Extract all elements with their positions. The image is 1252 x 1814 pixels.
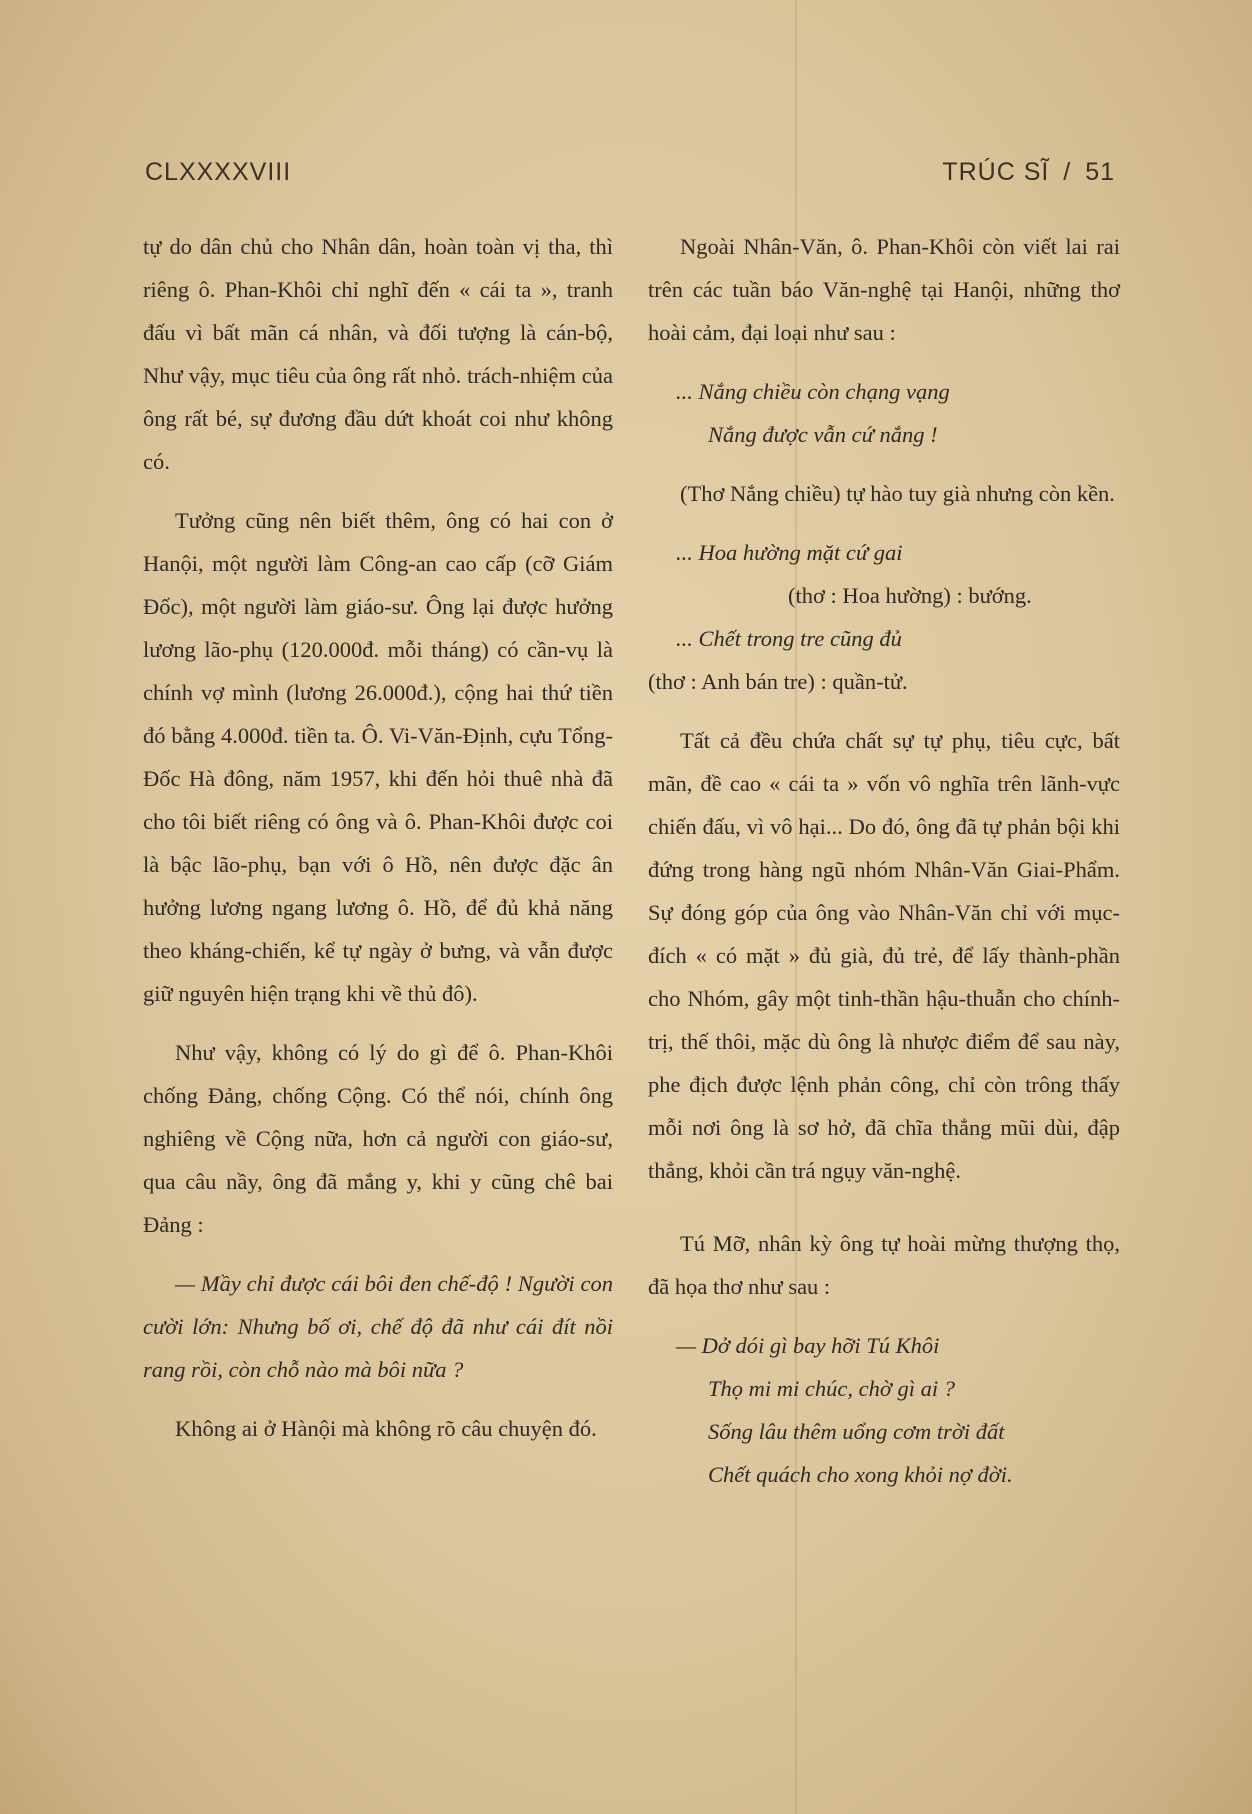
poem-line: Sống lâu thêm uổng cơm trời đất bbox=[708, 1419, 1005, 1444]
poem-line: ... Nắng chiều còn chạng vạng bbox=[676, 379, 950, 404]
poem-note: (thơ : Anh bán tre) : quần-tử. bbox=[648, 669, 908, 694]
running-title-text: TRÚC SĨ bbox=[942, 158, 1050, 186]
paragraph: Như vậy, không có lý do gì để ô. Phan-Khôi chống Đảng, chống Cộng. Có thể nói, chính ông nghiêng về Cộng nữa, hơn cả người con giáo-sư, qua câu nầy, ông đã mắng y, khi y cũng chê bai Đảng : bbox=[143, 1040, 613, 1237]
paragraph: Tưởng cũng nên biết thêm, ông có hai con ở Hanội, một người làm Công-an cao cấp (cỡ Giám Đốc), một người làm giáo-sư. Ông lại được hưởng lương lão-phụ (120.000đ. mỗi tháng) có cần-vụ là chính vợ mình (lương 26.000đ.), cộng hai thứ tiền đó bằng 4.000đ. tiền ta. Ô. Vi-Văn-Định, cựu Tổng-Đốc Hà đông, năm 1957, khi đến hỏi thuê nhà đã cho tôi biết riêng có ông và ô. Phan-Khôi được coi là bậc lão-phụ, bạn với ô Hồ, nên được đặc ân hưởng lương ngang lương ô. Hồ, để đủ khả năng theo kháng-chiến, kể tự ngày ở bưng, và vẫn được giữ nguyên hiện trạng khi về thủ đô). bbox=[143, 508, 613, 1006]
dialogue-quote: — Mầy chỉ được cái bôi đen chế-độ ! Người con cười lớn: Nhưng bố ơi, chế độ đã như cái đít nồi rang rồi, còn chỗ nào mà bôi nữa ? bbox=[143, 1271, 613, 1382]
section-number: CLXXXXVIII bbox=[145, 158, 292, 186]
paragraph: Tú Mỡ, nhân kỳ ông tự hoài mừng thượng thọ, đã họa thơ như sau : bbox=[648, 1231, 1120, 1299]
page-number: 51 bbox=[1085, 158, 1115, 186]
page-header bbox=[145, 158, 1115, 198]
poem-line: ... Hoa hường mặt cứ gai bbox=[676, 540, 903, 565]
paragraph: tự do dân chủ cho Nhân dân, hoàn toàn vị tha, thì riêng ô. Phan-Khôi chỉ nghĩ đến « cái ta », tranh đấu vì bất mãn cá nhân, và đối tượng là cán-bộ, Như vậy, mục tiêu của ông rất nhỏ. trách-nhiệm của ông rất bé, sự đương đầu dứt khoát coi như không có. bbox=[143, 234, 613, 474]
paragraph: Tất cả đều chứa chất sự tự phụ, tiêu cực, bất mãn, đề cao « cái ta » vốn vô nghĩa trên lãnh-vực chiến đấu, vì vô hại... Do đó, ông đã tự phản bội khi đứng trong hàng ngũ nhóm Nhân-Văn Giai-Phẩm. Sự đóng góp của ông vào Nhân-Văn chỉ với mục-đích « có mặt » đủ già, đủ trẻ, để lấy thành-phần cho Nhóm, gây một tinh-thần hậu-thuẫn cho chính-trị, thế thôi, mặc dù ông là nhược điểm để sau này, phe địch được lệnh phản công, chỉ còn trông thấy mỗi nơi ông là sơ hở, đã chĩa thẳng mũi dùi, đập thẳng, khỏi cần trá ngụy văn-nghệ. bbox=[648, 728, 1120, 1183]
left-column bbox=[143, 225, 613, 1450]
header-separator: / bbox=[1063, 158, 1072, 186]
paragraph: Ngoài Nhân-Văn, ô. Phan-Khôi còn viết lai rai trên các tuần báo Văn-nghệ tại Hanội, những thơ hoài cảm, đại loại như sau : bbox=[648, 234, 1120, 345]
poem-note: (thơ : Hoa hường) : bướng. bbox=[788, 583, 1032, 608]
poem-line: Nắng được vẫn cứ nắng ! bbox=[708, 422, 938, 447]
poem-note: (Thơ Nắng chiều) tự hào tuy già nhưng còn kền. bbox=[680, 481, 1115, 506]
paragraph: Không ai ở Hànội mà không rõ câu chuyện đó. bbox=[175, 1416, 597, 1441]
poem-line: ... Chết trong tre cũng đủ bbox=[676, 626, 902, 651]
running-title bbox=[936, 158, 1115, 187]
poem-line: Chết quách cho xong khỏi nợ đời. bbox=[708, 1462, 1013, 1487]
poem-line: Thọ mi mi chúc, chờ gì ai ? bbox=[708, 1376, 955, 1401]
right-column bbox=[648, 225, 1120, 1496]
poem-line: — Dở dói gì bay hỡi Tú Khôi bbox=[676, 1333, 940, 1358]
